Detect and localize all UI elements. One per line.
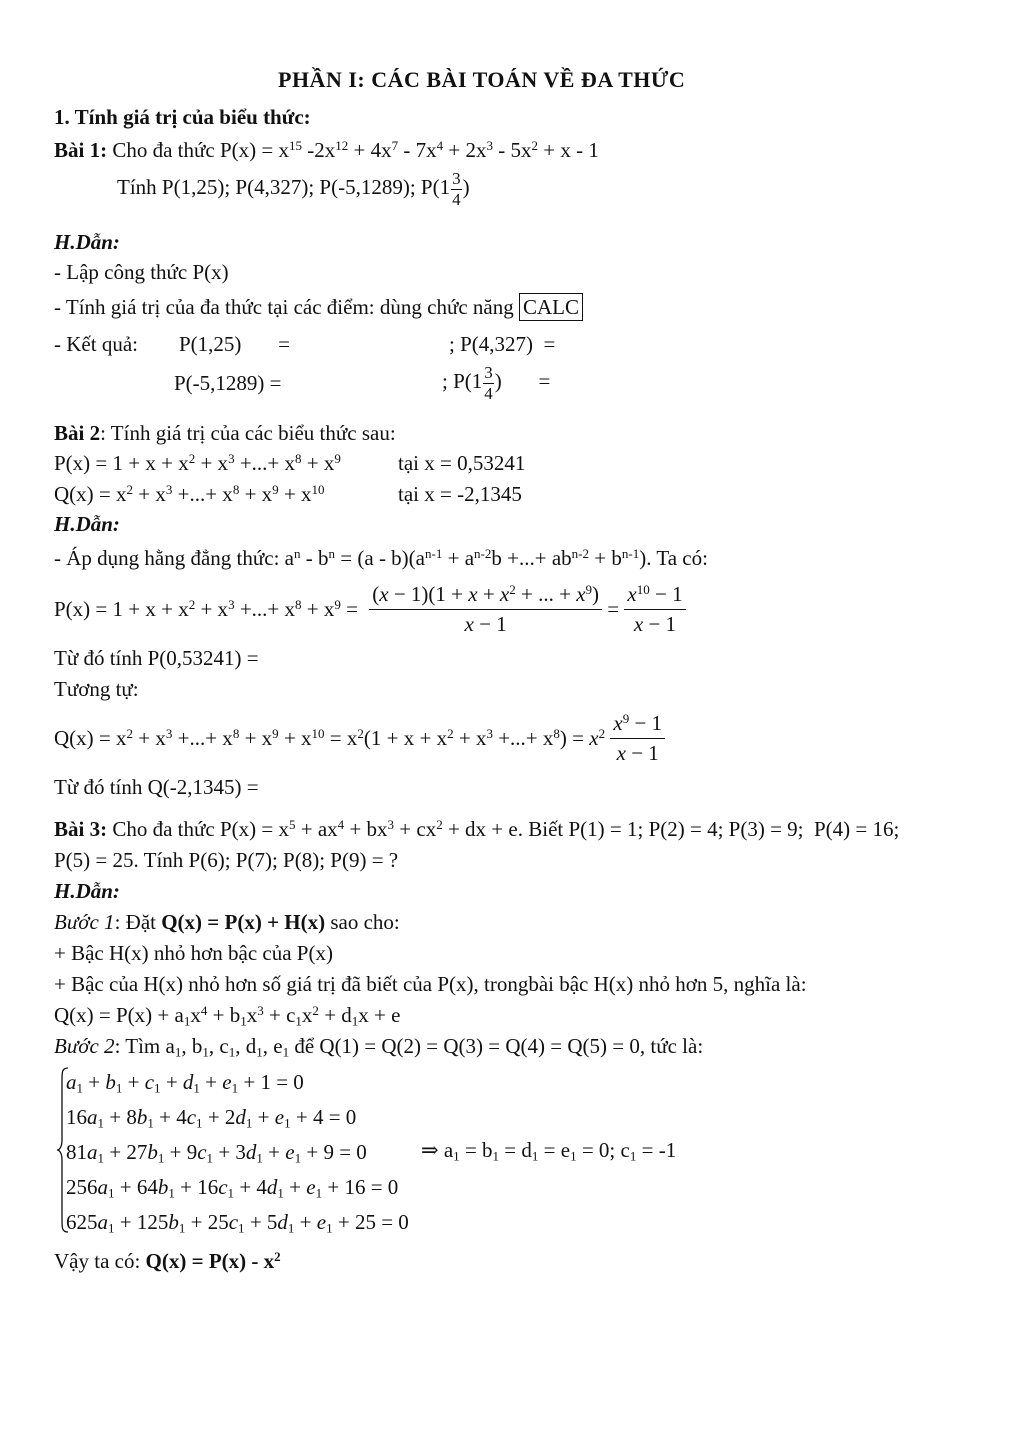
- page-title: PHẦN I: CÁC BÀI TOÁN VỀ ĐA THỨC: [278, 67, 686, 92]
- buoc-1-end: sao cho:: [325, 910, 400, 934]
- px-fraction-2: $\frac{x^{10} - 1}{x - 1}$: [624, 583, 685, 636]
- solution-arrow: ⇒ a: [421, 1138, 454, 1162]
- bai2-at2: tại x = -2,1345: [398, 482, 522, 506]
- tu-do-2: Từ đó tính Q(-2,1345) =: [54, 775, 259, 799]
- result-p125: P(1,25) =: [179, 332, 291, 356]
- hdan-3: H.Dẫn:: [54, 879, 120, 903]
- step-2-text: - Tính giá trị của đa thức tại các điểm: dùng chức năng: [54, 295, 514, 319]
- ketqua-label: - Kết quả:: [54, 332, 138, 356]
- bai2-text: : Tính giá trị của các biểu thức sau:: [100, 421, 396, 445]
- equation-4: $256a_1 + 64b_1 + 16c_1 + 4d_1 + e_1 + 16 = 0$: [66, 1175, 399, 1201]
- hdan-1: H.Dẫn:: [54, 230, 120, 254]
- bai3-statement-2: P(5) = 25. Tính P(6); P(7); P(8); P(9) = ?: [54, 848, 399, 872]
- qx-fraction: $\frac{x^9 - 1}{x - 1}$: [610, 712, 665, 765]
- identity-end: ). Ta có:: [639, 546, 708, 570]
- equation-2: $16a_1 + 8b_1 + 4c_1 + 2d_1 + e_1 + 4 = 0$: [66, 1105, 357, 1131]
- bai1-label: Bài 1:: [54, 138, 108, 162]
- bai1-tinh: Tính P(1,25); P(4,327); P(-5,1289); P(1 $\frac{3}{4}$ ): [117, 169, 470, 209]
- buoc-1-label: Bước 1: [54, 910, 115, 934]
- equation-5: $625a_1 + 125b_1 + 25c_1 + 5d_1 + e_1 + 25 = 0$: [66, 1210, 409, 1236]
- bai2-at1: tại x = 0,53241: [398, 451, 526, 475]
- px-formula: $P(x) = 1 + x + x^2 + x^3$ +...+ $x^8 + x^9$ = $\frac{(x - 1)(1 + x + x^2 + ... + x^9)}{x - 1}$ = $\frac{x^{10} - 1}{x - 1}$: [54, 583, 686, 636]
- conclusion-formula: $Q(x) = P(x) - x^2$: [145, 1248, 281, 1273]
- bai2-label: Bài 2: [54, 421, 101, 445]
- section-heading: 1. Tính giá trị của biểu thức:: [54, 105, 311, 129]
- qx-expanded: $Q(x) = P(x) + a_1x^4 + b_1x^3 + c_1x^2 + d_1x + e$: [54, 1002, 401, 1029]
- bai3-statement: Bài 3: Cho đa thức $P(x) = x^5 + ax^4 + bx^3 + cx^2$ + dx + e. Biết P(1) = 1; P(2) = 4; P(3) = 9; P(4) = 16;: [54, 816, 900, 841]
- fraction-3-4-b: $\frac{3}{4}$: [484, 363, 493, 403]
- result-p51289: P(-5,1289) =: [174, 371, 282, 395]
- qx-formula: $Q(x) = x^2 + x^3$ +...+ $x^8 + x^9 + x^{10} = x^2(1 + x + x^2 + x^3$ +...+ $x^8) = x^2$ $\frac{x^9 - 1}{x - 1}$: [54, 712, 665, 765]
- bai3-label: Bài 3:: [54, 817, 108, 841]
- tuong-tu: Tương tự:: [54, 677, 139, 701]
- result-p134: [442, 364, 550, 403]
- buoc-2: Bước 2: Tìm $a_1$, $b_1$, $c_1$, $d_1$, $e_1$ để Q(1) = Q(2) = Q(3) = Q(4) = Q(5) = 0, tức là:: [54, 1034, 704, 1060]
- equation-1: $a_1 + b_1 + c_1 + d_1 + e_1 + 1 = 0$: [66, 1070, 304, 1096]
- bai2-qx: $Q(x) = x^2 + x^3$ +...+ $x^8 + x^9 + x^{10}$: [54, 481, 325, 506]
- identity-text: - Áp dụng hằng đẳng thức: a: [54, 546, 294, 570]
- bai1-tinh-text: Tính P(1,25); P(4,327); P(-5,1289); P(1: [117, 175, 451, 200]
- buoc-1: [54, 912, 400, 933]
- result-p4327: ; P(4,327) =: [449, 332, 556, 356]
- conclusion: [54, 1248, 281, 1273]
- result-p134-end: ) =: [494, 369, 551, 394]
- equation-3: $81a_1 + 27b_1 + 9c_1 + 3d_1 + e_1 + 9 = 0$: [66, 1140, 367, 1166]
- tu-do-1: Từ đó tính P(0,53241) =: [54, 646, 259, 670]
- buoc-1-q: Q(x) = P(x) + H(x): [161, 910, 326, 934]
- result-p134-text: ; P(1: [442, 369, 483, 394]
- bai2-statement: [54, 423, 396, 444]
- identity-line: - Áp dụng hằng đẳng thức: $a^n - b^n = (a - b)(a^{n-1} + a^{n-2}b$ +...+ $ab^{n-2} + b^{n-1}$). Ta có:: [54, 545, 708, 570]
- bai2-px: $P(x) = 1 + x + x^2 + x^3$ +...+ $x^8 + x^9$: [54, 450, 341, 475]
- bai1-statement: Bài 1: Cho đa thức $P(x) = x^{15}$ $-2x^{12} + 4x^7 - 7x^4 + 2x^3 - 5x^2 + x - 1$: [54, 137, 599, 162]
- fraction-3-4: $\frac{3}{4}$: [452, 169, 461, 209]
- cond-2: + Bậc của H(x) nhỏ hơn số giá trị đã biết của P(x), trongbài bậc H(x) nhỏ hơn 5, nghĩa là:: [54, 972, 807, 996]
- calc-key: CALC: [519, 293, 583, 321]
- buoc-1-text: : Đặt: [114, 910, 162, 934]
- hdan-2: H.Dẫn:: [54, 512, 120, 536]
- px-fraction-1: $\frac{(x - 1)(1 + x + x^2 + ... + x^9)}{x - 1}$: [369, 583, 602, 636]
- buoc-2-label: Bước 2: [54, 1034, 115, 1058]
- cond-1: + Bậc H(x) nhỏ hơn bậc của P(x): [54, 941, 333, 965]
- bai1-text: Cho đa thức P(x) = x: [107, 138, 289, 162]
- bai3-text: Cho đa thức P(x) = x: [107, 817, 289, 841]
- step-1: - Lập công thức P(x): [54, 260, 229, 284]
- step-2: [54, 297, 583, 318]
- conclusion-pre: Vậy ta có:: [54, 1249, 146, 1273]
- system-solution: ⇒ $a_1 = b_1 = d_1 = e_1 = 0$; $c_1 = -1$: [421, 1138, 677, 1164]
